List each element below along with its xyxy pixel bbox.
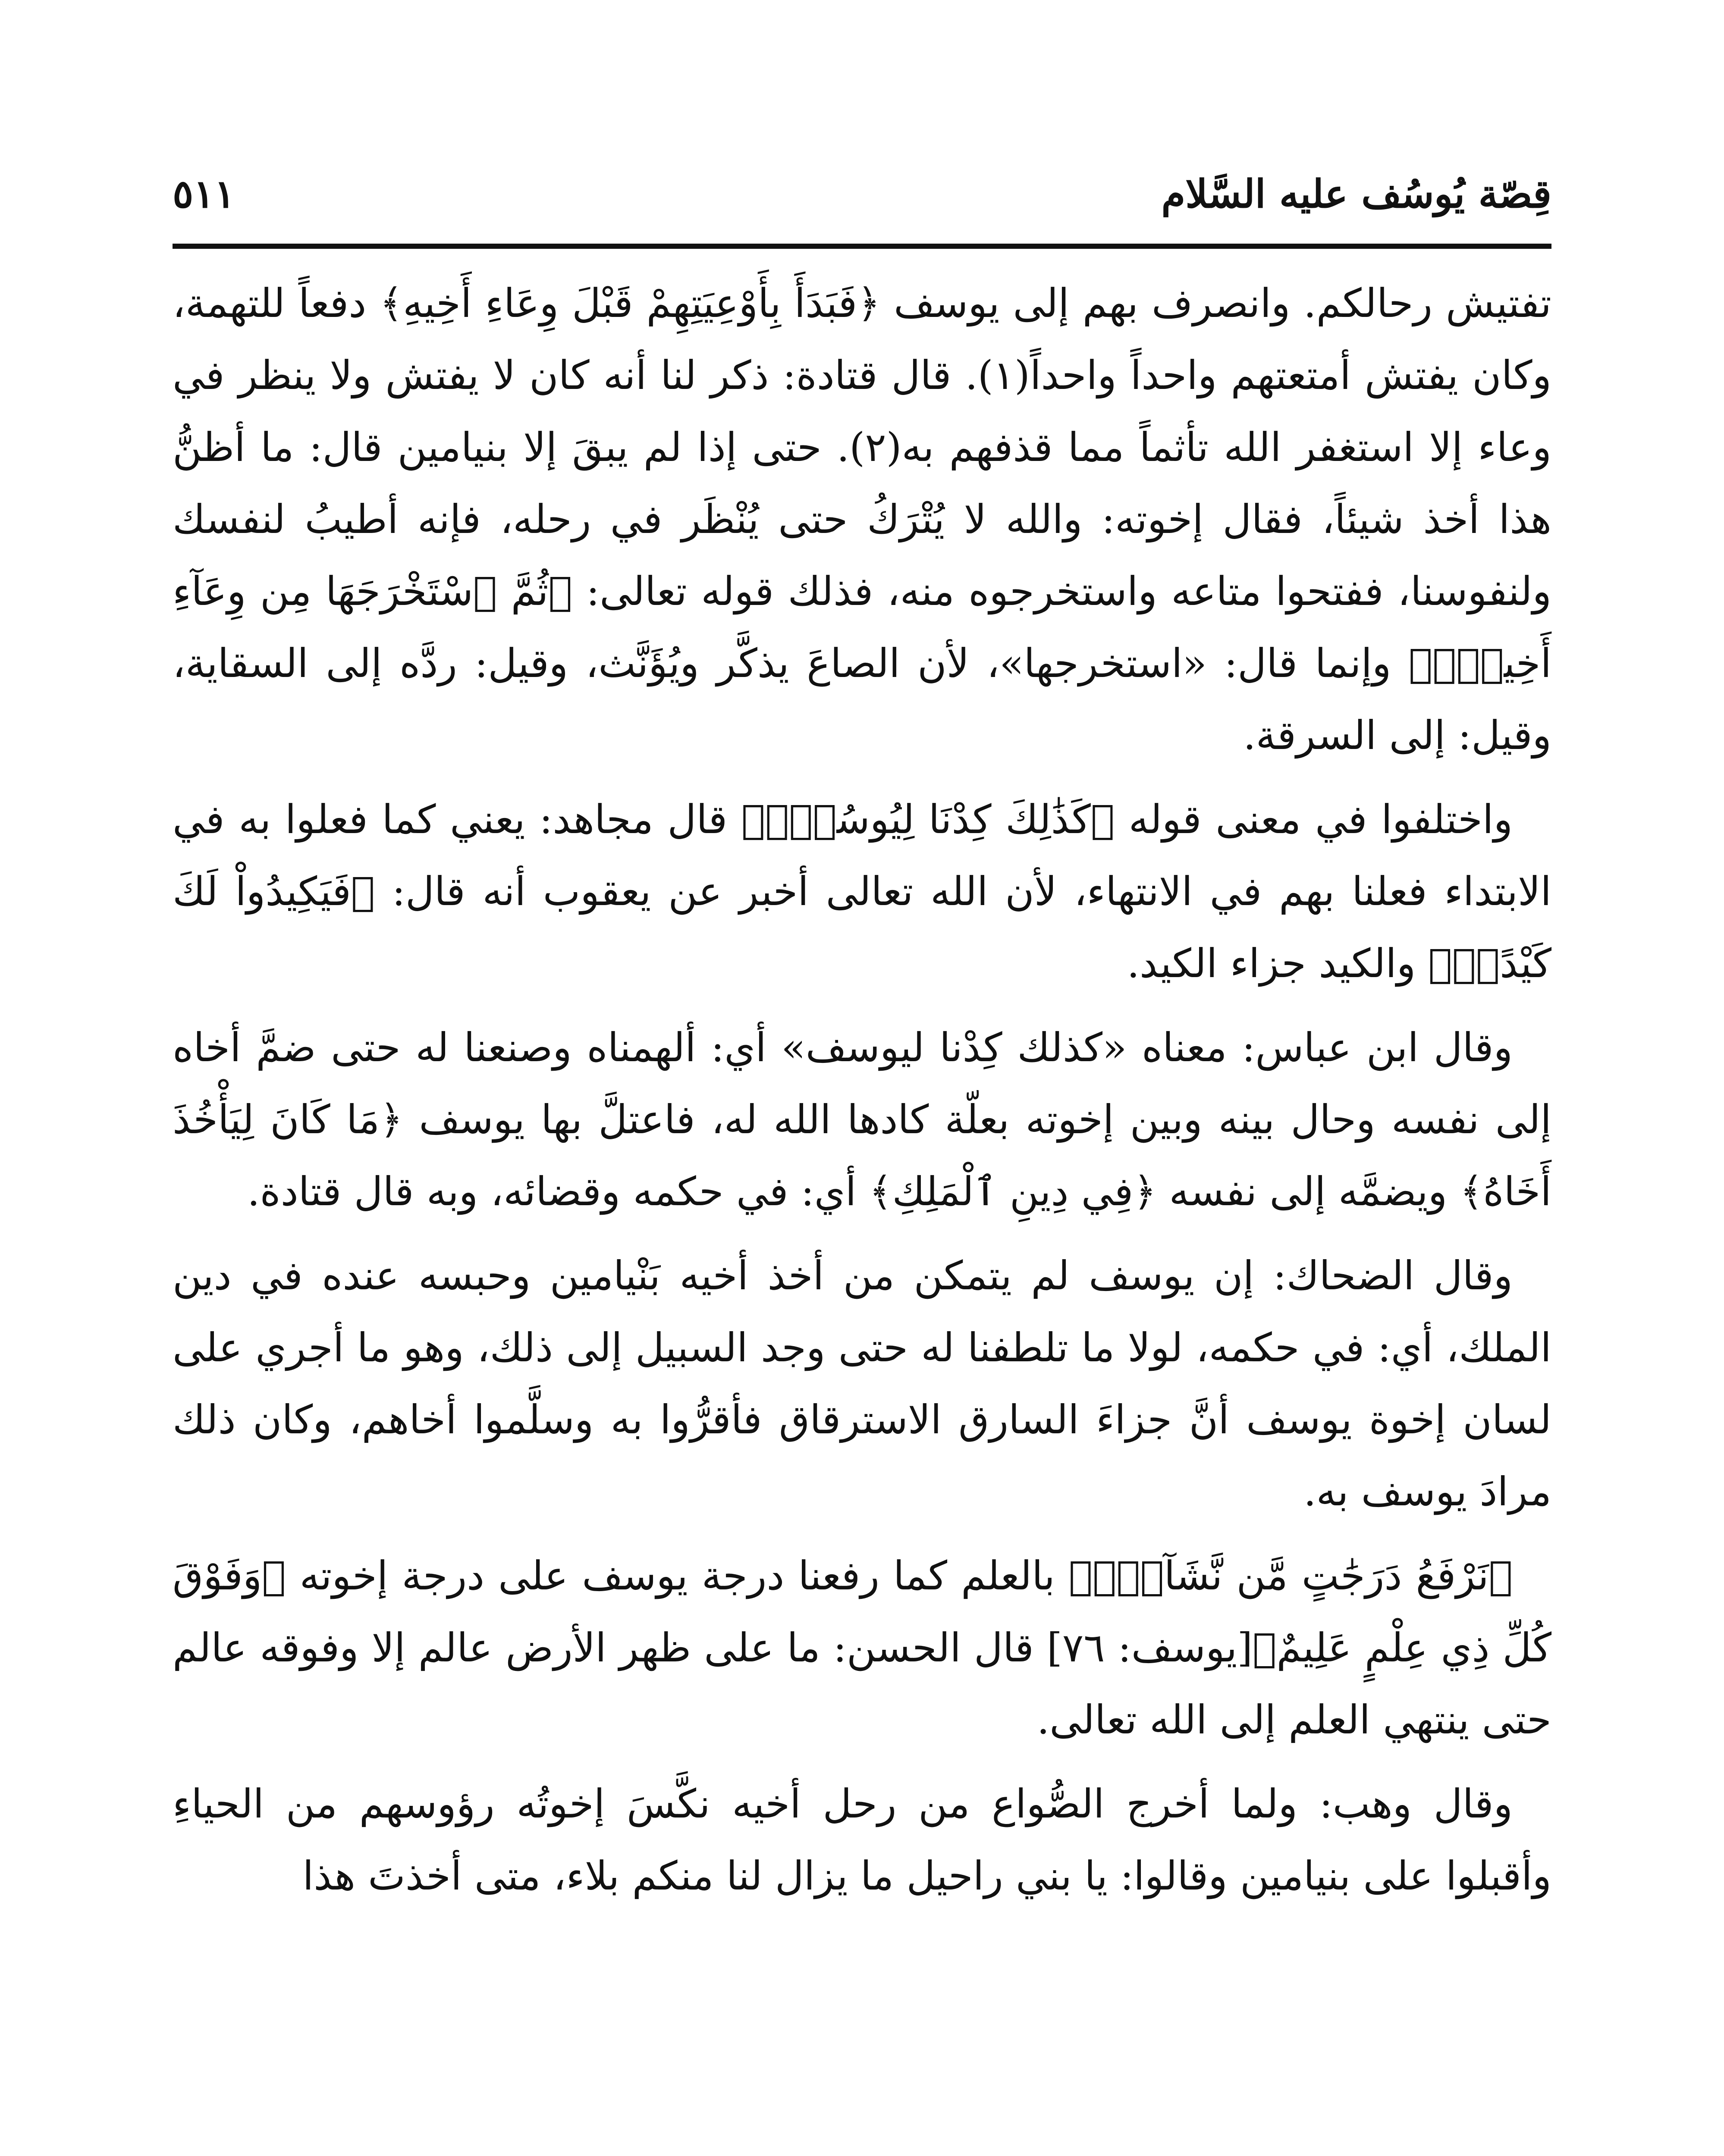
page-header (173, 153, 1551, 226)
paragraph-5: ﴿نَرْفَعُ دَرَجَٰتٍ مَّن نَّشَآءُۗ﴾ بالعلم كما رفعنا درجة يوسف على درجة إخوته ﴿وَفَوْقَ كُلِّ ذِي عِلْمٍ عَلِيمٌ﴾[يوسف: ٧٦] قال الحسن: ما على ظهر الأرض عالم إلا وفوقه عالم حتى ينتهي العلم إلى الله تعالى. (173, 1553, 1551, 1743)
main-text (173, 267, 1551, 1924)
paragraph-3: وقال ابن عباس: معناه «كذلك كِدْنا ليوسف» أي: ألهمناه وصنعنا له حتى ضمَّ أخاه إلى نفسه وحال بينه وبين إخوته بعلّة كادها الله له، فاعتلَّ بها يوسف ﴿مَا كَانَ لِيَأْخُذَ أَخَاهُ﴾ ويضمَّه إلى نفسه ﴿فِي دِينِ ٱلْمَلِكِ﴾ أي: في حكمه وقضائه، وبه قال قتادة. (173, 1025, 1551, 1215)
running-title: قِصّة يُوسُف عليه السَّلام (1161, 171, 1551, 217)
header-rule (173, 244, 1551, 249)
paragraph-6: وقال وهب: ولما أخرج الصُّواع من رحل أخيه نكَّسَ إخوتُه رؤوسهم من الحياءِ وأقبلوا على بنيامين وقالوا: يا بني راحيل ما يزال لنا منكم بلاء، متى أخذتَ هذا (173, 1781, 1551, 1899)
paragraph-2: واختلفوا في معنى قوله ﴿كَذَٰلِكَ كِدْنَا لِيُوسُفَۖ﴾ قال مجاهد: يعني كما فعلوا به في الابتداء فعلنا بهم في الانتهاء، لأن الله تعالى أخبر عن يعقوب أنه قال: ﴿فَيَكِيدُواْ لَكَ كَيْدًاۖ﴾ والكيد جزاء الكيد. (173, 796, 1551, 987)
paragraph-4: وقال الضحاك: إن يوسف لم يتمكن من أخذ أخيه بَنْيامين وحبسه عنده في دين الملك، أي: في حكمه، لولا ما تلطفنا له حتى وجد السبيل إلى ذلك، وهو ما أجري على لسان إخوة يوسف أنَّ جزاءَ السارق الاسترقاق فأقرُّوا به وسلَّموا أخاهم، وكان ذلك مرادَ يوسف به. (173, 1253, 1551, 1515)
page-number: ٥١١ (173, 171, 236, 217)
paragraph-1: تفتيش رحالكم. وانصرف بهم إلى يوسف ﴿فَبَدَأَ بِأَوْعِيَتِهِمْ قَبْلَ وِعَاءِ أَخِيهِ﴾ دفعاً للتهمة، وكان يفتش أمتعتهم واحداً واحداً(١). قال قتادة: ذكر لنا أنه كان لا يفتش ولا ينظر في وعاء إلا استغفر الله تأثماً مما قذفهم به(٢). حتى إذا لم يبقَ إلا بنيامين قال: ما أظنُّ هذا أخذ شيئاً، فقال إخوته: والله لا يُتْرَكُ حتى يُنْظَر في رحله، فإنه أطيبُ لنفسك ولنفوسنا، ففتحوا متاعه واستخرجوه منه، فذلك قوله تعالى: ﴿ثُمَّ ٱسْتَخْرَجَهَا مِن وِعَآءِ أَخِيهِۚ﴾ وإنما قال: «استخرجها»، لأن الصاعَ يذكَّر ويُؤَنَّث، وقيل: ردَّه إلى السقاية، وقيل: إلى السرقة. (173, 280, 1551, 758)
